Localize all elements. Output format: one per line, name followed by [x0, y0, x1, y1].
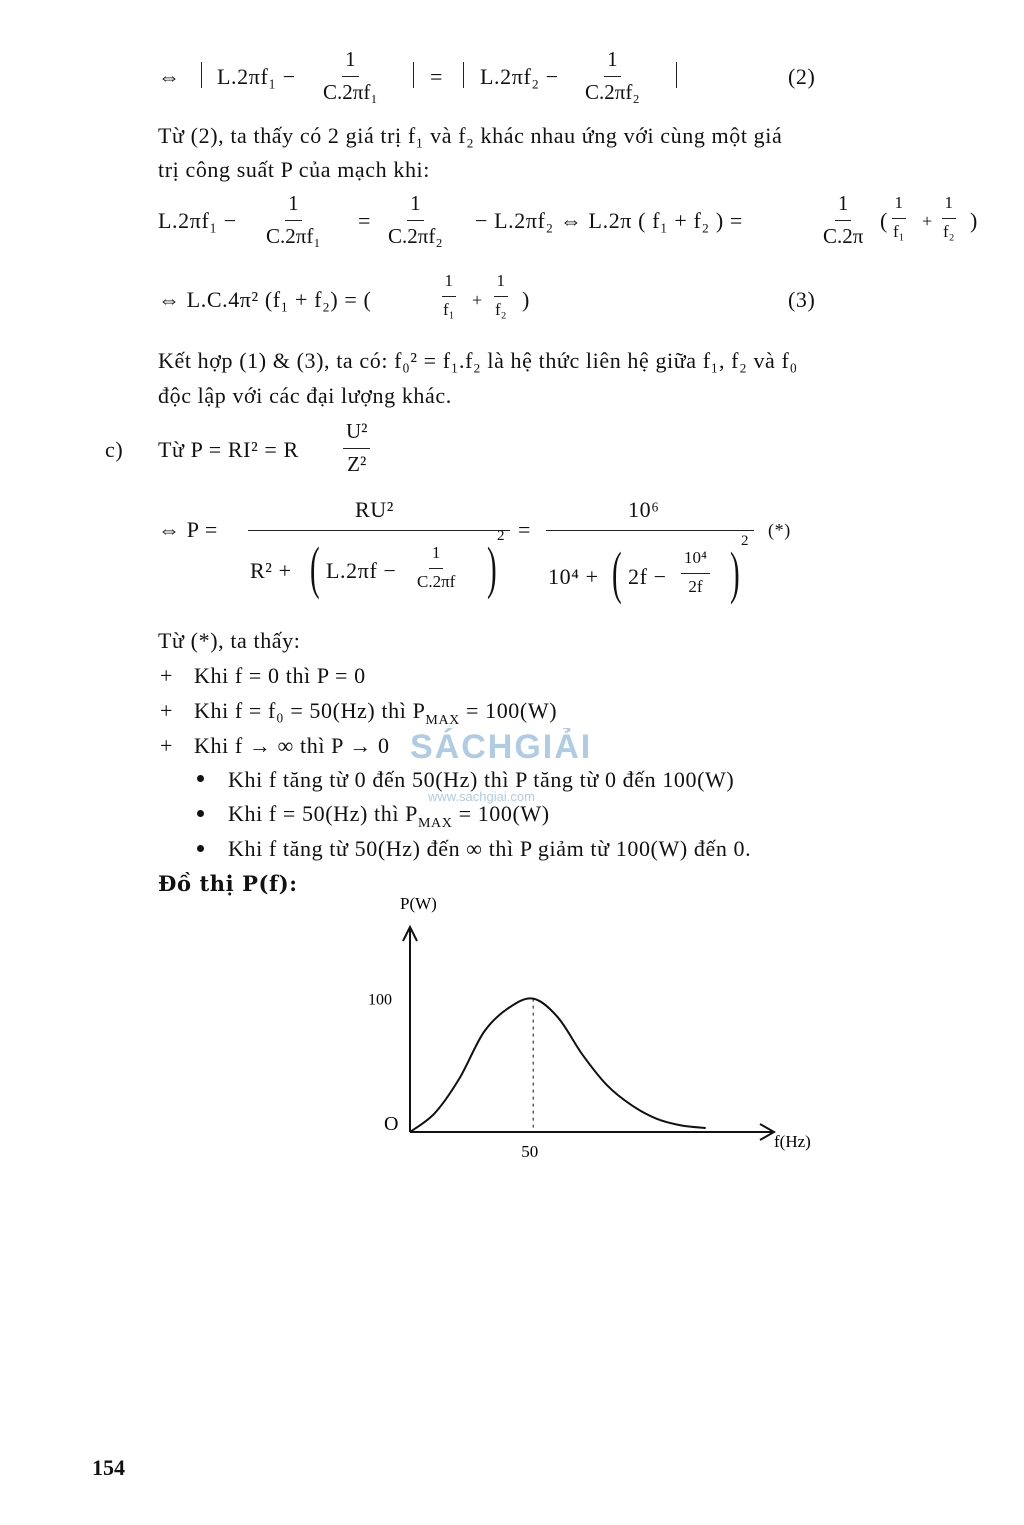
- graph-heading: Đồ thị P(f):: [158, 871, 298, 896]
- fraction-numerator: 1: [494, 272, 509, 297]
- paren-close: ): [970, 208, 978, 233]
- bullet-item-text: Khi f = 50(Hz) thì P: [228, 801, 418, 826]
- plus-marker: +: [160, 733, 174, 758]
- bullet-dot: [197, 845, 204, 852]
- conclusion-item: Khi f → ∞ thì P → 0: [194, 733, 390, 758]
- exponent: 2: [497, 528, 505, 544]
- fraction-numerator: 10⁴: [681, 549, 710, 574]
- pmax-value: = 100(W): [459, 698, 558, 723]
- eq2-rhs-term: L.2πf₂ −: [480, 64, 559, 89]
- big-paren-close: ): [487, 535, 497, 600]
- fraction-denominator: f₂: [943, 222, 955, 241]
- eq-long-term2: − L.2πf₂ ⇔ L.2π ( f₁ + f₂ ) =: [475, 208, 743, 233]
- fraction-denominator: C.2πf₁: [323, 80, 378, 104]
- bullet-item: Khi f tăng từ 50(Hz) đến ∞ thì P giảm từ 100(W) đến 0.: [228, 836, 752, 861]
- eq3-fraction-2: [492, 272, 510, 319]
- eq2-lhs-term: L.2πf₁ −: [217, 64, 296, 89]
- eq-long-fraction-1: [263, 192, 324, 247]
- plus-sign: +: [922, 211, 933, 231]
- plus-marker: +: [160, 663, 174, 688]
- x-axis-label: f(Hz): [774, 1132, 811, 1151]
- big-paren-open: (: [612, 540, 622, 605]
- fraction-denominator: C.2πf₂: [388, 224, 443, 248]
- eq-star-numerator-2: 10⁶: [628, 497, 660, 522]
- fraction-numerator: 1: [407, 192, 424, 221]
- fraction-numerator: 1: [285, 192, 302, 221]
- conclusions-intro: Từ (*), ta thấy:: [158, 628, 301, 653]
- plus-marker: +: [160, 698, 174, 723]
- bullet-item: [228, 799, 550, 833]
- watermark-logo: SÁCHGIẢI: [410, 728, 593, 766]
- y-axis-label: P(W): [400, 894, 437, 913]
- pmax-value: = 100(W): [452, 801, 550, 826]
- conclusion-item: [194, 696, 557, 730]
- eq-long-equals: =: [358, 208, 372, 233]
- power-curve: [410, 998, 706, 1132]
- conclusion-item: Khi f = 0 thì P = 0: [194, 663, 366, 688]
- power-frequency-chart: [360, 885, 840, 1165]
- fraction-numerator: 1: [342, 48, 359, 77]
- part-c-text: Từ P = RI² = R: [158, 437, 299, 462]
- paragraph-line: Kết hợp (1) & (3), ta có: f₀² = f₁.f₂ là hệ thức liên hệ giữa f₁, f₂ và f₀: [158, 348, 798, 373]
- paragraph-line: độc lập với các đại lượng khác.: [158, 383, 452, 408]
- fraction-numerator: 1: [429, 544, 444, 569]
- fraction-bar: [248, 530, 510, 531]
- peak-y-tick-label: 100: [368, 991, 392, 1009]
- eq3-text: ⇔ L.C.4π² (f₁ + f₂) = (: [158, 287, 372, 312]
- equation-label-star: (*): [768, 520, 791, 540]
- bullet-dot: [197, 810, 204, 817]
- eq-long-term1: L.2πf₁ −: [158, 208, 237, 233]
- fraction-bar: [546, 530, 754, 531]
- eq-star-den2-a: 10⁴ +: [548, 564, 599, 589]
- bullet-item: Khi f tăng từ 0 đến 50(Hz) thì P tăng từ 0 đến 100(W): [228, 767, 735, 792]
- big-paren-close: ): [730, 540, 740, 605]
- fraction-denominator: Z²: [347, 452, 367, 476]
- paren-close: ): [522, 287, 530, 312]
- eq-star-den1-b: L.2πf −: [326, 558, 397, 583]
- fraction-denominator: f₁: [893, 222, 905, 241]
- eq-star-den1-a: R² +: [250, 558, 292, 583]
- paragraph-line: Từ (2), ta thấy có 2 giá trị f₁ và f₂ khác nhau ứng với cùng một giá: [158, 123, 783, 148]
- equation-label-3: (3): [788, 287, 816, 312]
- fraction-denominator: C.2πf₁: [266, 224, 321, 248]
- abs-bar: [463, 62, 464, 88]
- abs-bar: [413, 62, 414, 88]
- fraction-numerator: 1: [942, 194, 957, 219]
- pmax-subscript: MAX: [418, 816, 453, 831]
- watermark-url: www.sachgiai.com: [428, 789, 535, 804]
- paren-open: (: [880, 208, 888, 233]
- plus-sign: +: [472, 290, 483, 310]
- eq-star-lhs: ⇔ P =: [158, 517, 218, 542]
- eq2-rhs-fraction: [582, 48, 643, 103]
- paragraph-line: trị công suất P của mạch khi:: [158, 157, 430, 182]
- page-number: 154: [92, 1455, 125, 1480]
- big-paren-open: (: [310, 535, 320, 600]
- exponent: 2: [741, 533, 749, 549]
- eq-long-fraction-3: [820, 192, 866, 247]
- pmax-subscript: MAX: [425, 713, 460, 728]
- eq2-equals: =: [430, 64, 444, 89]
- eq-long-fraction-2: [385, 192, 446, 247]
- bullet-dot: [197, 775, 204, 782]
- fraction-denominator: f₂: [495, 300, 507, 319]
- equation-label-2: (2): [788, 64, 816, 89]
- part-label-c: c): [105, 437, 124, 462]
- fraction-numerator: 1: [604, 48, 621, 77]
- eq2-lhs-fraction: [320, 48, 381, 103]
- fraction-numerator: 1: [442, 272, 457, 297]
- fraction-denominator: C.2π: [823, 224, 864, 248]
- conclusion-item-text: Khi f = f₀ = 50(Hz) thì P: [194, 698, 426, 723]
- eq-star-numerator-1: RU²: [355, 497, 394, 522]
- abs-bar: [201, 62, 202, 88]
- eq3-fraction-1: [440, 272, 458, 319]
- equivalence-arrow: ⇔: [158, 64, 181, 89]
- eq-star-inner-fraction-1: [414, 544, 458, 591]
- peak-x-tick-label: 50: [521, 1142, 539, 1161]
- eq-star-equals: =: [518, 517, 532, 542]
- eq-long-fraction-5: [940, 194, 958, 241]
- origin-label: O: [384, 1113, 399, 1135]
- fraction-denominator: f₁: [443, 300, 455, 319]
- abs-bar: [676, 62, 677, 88]
- fraction-numerator: 1: [892, 194, 907, 219]
- fraction-denominator: C.2πf₂: [585, 80, 640, 104]
- eq-star-den2-b: 2f −: [628, 564, 667, 589]
- eq-long-fraction-4: [890, 194, 908, 241]
- fraction-denominator: C.2πf: [417, 572, 456, 591]
- part-c-fraction: [343, 420, 370, 475]
- fraction-denominator: 2f: [688, 577, 703, 596]
- fraction-numerator: U²: [343, 420, 370, 449]
- eq-star-inner-fraction-2: [681, 549, 710, 596]
- fraction-numerator: 1: [835, 192, 852, 221]
